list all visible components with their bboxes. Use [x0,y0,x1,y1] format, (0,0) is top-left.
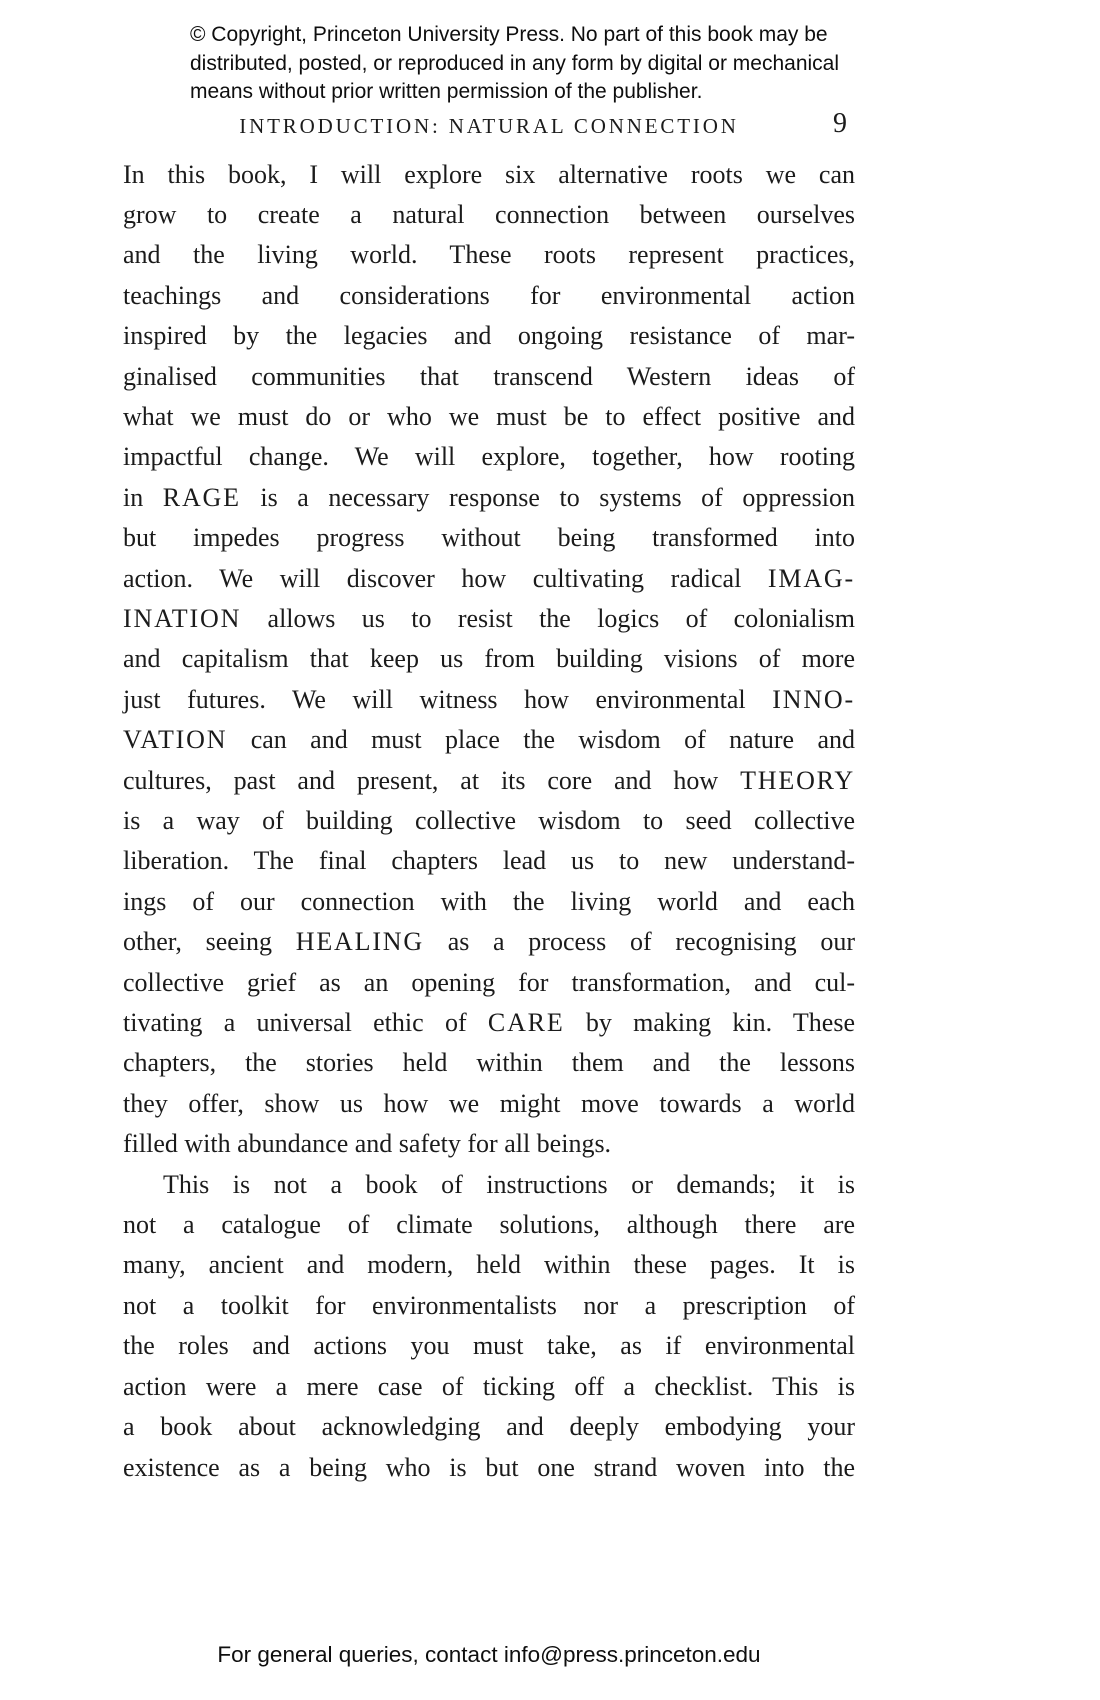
body-text-segment: teachings and considerations for environmental action [123,280,855,310]
body-text-segment: action. We will discover how cultivating radical [123,563,768,593]
body-line [123,195,855,235]
body-text-segment: This is not a book of instructions or demands; it is [163,1169,855,1199]
running-head [123,107,855,142]
emphasized-term: INNO- [772,684,855,714]
footer-text: For general queries, contact info@press.princeton.edu [217,1642,761,1667]
body-line [123,882,855,922]
body-line [123,801,855,841]
body-line [123,478,855,518]
body-text-segment: inspired by the legacies and ongoing resistance of mar- [123,321,855,351]
body-line [123,1367,855,1407]
footer [123,1640,855,1670]
body-text-segment: and the living world. These roots represent practices, [123,240,855,270]
body-text-segment: allows us to resist the logics of colonialism [241,603,855,633]
body-text-segment: ings of our connection with the living world and each [123,886,855,916]
body-text-segment: what we must do or who we must be to effect positive and [123,401,855,431]
body-text-segment: chapters, the stories held within them and the lessons [123,1048,855,1078]
body-text-segment: filled with abundance and safety for all beings. [123,1129,612,1159]
body-line [123,599,855,639]
body-text-segment: just futures. We will witness how environmental [123,684,773,714]
body-line [123,1326,855,1366]
body-line [123,1124,855,1164]
emphasized-term: CARE [487,1008,565,1038]
emphasized-term: RAGE [162,482,241,512]
body-line [123,1165,855,1205]
emphasized-term: VATION [123,725,228,755]
body-text-segment: existence as a being who is but one strand woven into the [123,1452,855,1482]
body-line [123,761,855,801]
body-line [123,841,855,881]
body-text-segment: is a way of building collective wisdom to seed collective [123,806,855,835]
body-text-segment: cultures, past and present, at its core and how [123,765,741,795]
body-line [123,1084,855,1124]
body-line [123,1003,855,1043]
body-text-segment: collective grief as an opening for transformation, and cul- [123,967,855,997]
body-text-segment: by making kin. These [564,1008,855,1038]
body-text-segment: but impedes progress without being transformed into [123,523,855,553]
emphasized-term: IMAG- [767,563,855,593]
paragraph [123,155,855,1165]
body-text-segment: tivating a universal ethic of [123,1008,488,1038]
body-line [123,1448,855,1488]
body-text-segment: action were a mere case of ticking off a checklist. This is [123,1371,855,1401]
body-line [123,155,855,195]
body-line [123,639,855,679]
body-line [123,922,855,962]
body-line [123,1245,855,1285]
copyright-notice [190,0,850,107]
body-text-segment: can and must place the wisdom of nature and [227,725,855,755]
emphasized-term: HEALING [295,927,424,957]
body-text-segment: grow to create a natural connection between ourselves [123,199,855,229]
body-text-segment: other, seeing [123,927,296,957]
body-text-segment: as a process of recognising our [424,927,855,957]
body-line [123,316,855,356]
body-text-segment: the roles and actions you must take, as if environmental [123,1331,855,1361]
body-line [123,1407,855,1447]
body-text-segment: liberation. The final chapters lead us to new understand- [123,846,855,876]
body-line [123,1205,855,1245]
body-text-segment: in [123,482,163,512]
copyright-line: © Copyright, Princeton University Press. No part of this book may be [190,23,828,46]
body-line [123,518,855,558]
body-line [123,559,855,599]
body-line [123,437,855,477]
body-text-segment: they offer, show us how we might move towards a world [123,1088,855,1118]
body-line [123,235,855,275]
body-line [123,680,855,720]
body-line [123,963,855,1003]
body-text-segment: many, ancient and modern, held within these pages. It is [123,1250,855,1280]
body-text-segment: and capitalism that keep us from building visions of more [123,644,855,674]
page-title: INTRODUCTION: NATURAL CONNECTION [239,113,739,138]
page-number: 9 [833,107,847,139]
body-line [123,1286,855,1326]
body-text-segment: not a catalogue of climate solutions, although there are [123,1210,855,1240]
body-text-segment: a book about acknowledging and deeply embodying your [123,1412,855,1442]
body-line [123,720,855,760]
body-text-segment: impactful change. We will explore, together, how rooting [123,442,855,472]
body-text-segment: is a necessary response to systems of oppression [240,482,855,512]
body-line [123,276,855,316]
body-text [123,155,855,1488]
paragraph [123,1165,855,1488]
emphasized-term: THEORY [740,765,855,795]
body-line [123,1043,855,1083]
copyright-line: means without prior written permission of the publisher. [190,80,703,103]
body-line [123,357,855,397]
copyright-line: distributed, posted, or reproduced in any form by digital or mechanical [190,51,840,75]
emphasized-term: INATION [123,603,242,633]
body-text-segment: ginalised communities that transcend Western ideas of [123,361,855,391]
body-text-segment: not a toolkit for environmentalists nor a prescription of [123,1290,855,1320]
body-line [123,397,855,437]
body-text-segment: In this book, I will explore six alternative roots we can [123,159,855,189]
